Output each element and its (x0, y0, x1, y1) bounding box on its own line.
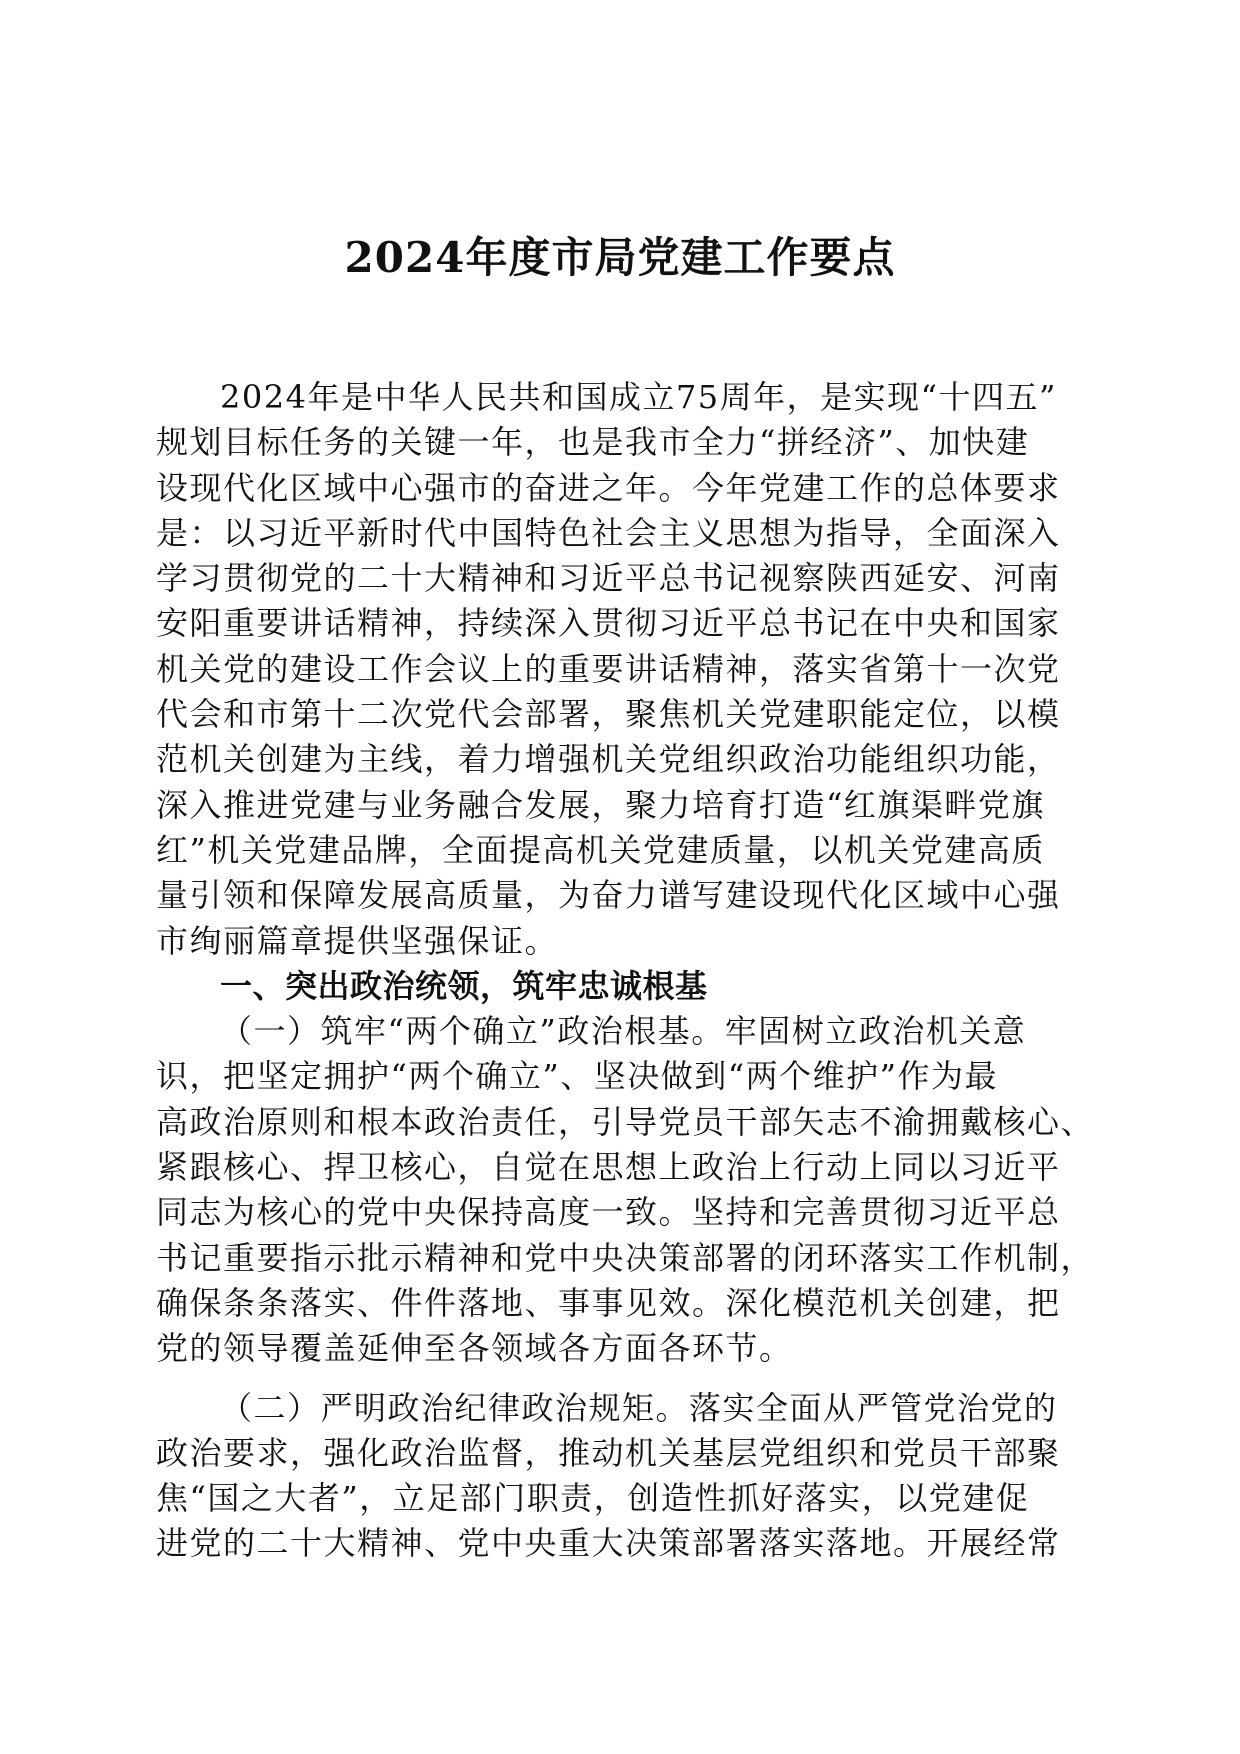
text-line: 设现代化区域中心强市的奋进之年。今年党建工作的总体要求 (156, 468, 1061, 507)
intro-paragraph (156, 375, 1096, 964)
text-line: 量引领和保障发展高质量，为奋力谱写建设现代化区域中心强 (156, 876, 1061, 915)
text-line: 紧跟核心、捍卫核心，自觉在思想上政治上行动上同以习近平 (156, 1148, 1061, 1187)
item-paragraph-2 (156, 1386, 1096, 1567)
text-line: 市绚丽篇章提供坚强保证。 (156, 921, 559, 960)
text-line: 识，把坚定拥护“两个确立”、坚决做到“两个维护”作为最 (156, 1057, 998, 1096)
text-line: 政治要求，强化政治监督，推动机关基层党组织和党员干部聚 (156, 1433, 1061, 1472)
document-title: 2024年度市局党建工作要点 (344, 233, 896, 282)
text-line: 深入推进党建与业务融合发展，聚力培育打造“红旗渠畔党旗 (156, 785, 1045, 824)
text-line: （二）严明政治纪律政治规矩。落实全面从严管党治党的 (220, 1388, 1058, 1427)
section-heading: 一、突出政治统领，筑牢忠诚根基 (220, 966, 708, 1005)
text-line: 焦“国之大者”，立足部门职责，创造性抓好落实，以党建促 (156, 1479, 1030, 1518)
document-body (156, 375, 1096, 1567)
text-line: 高政治原则和根本政治责任，引导党员干部矢志不渝拥戴核心、 (156, 1102, 1095, 1141)
text-line: 代会和市第十二次党代会部署，聚焦机关党建职能定位，以模 (156, 695, 1061, 734)
item-paragraph-1 (156, 1009, 1096, 1371)
text-line: 是：以习近平新时代中国特色社会主义思想为指导，全面深入 (156, 513, 1061, 552)
text-line: 确保条条落实、件件落地、事事见效。深化模范机关创建，把 (156, 1283, 1061, 1322)
text-line: 范机关创建为主线，着力增强机关党组织政治功能组织功能， (156, 740, 1061, 779)
text-line: 同志为核心的党中央保持高度一致。坚持和完善贯彻习近平总 (156, 1193, 1061, 1232)
text-line: 2024年是中华人民共和国成立75周年，是实现“十四五” (220, 378, 1057, 416)
text-line: 机关党的建设工作会议上的重要讲话精神，落实省第十一次党 (156, 649, 1061, 688)
text-line: 红”机关党建品牌，全面提高机关党建质量，以机关党建高质 (156, 830, 1045, 869)
text-line: 进党的二十大精神、党中央重大决策部署落实落地。开展经常 (156, 1524, 1061, 1563)
paragraph-gap (156, 1372, 1096, 1386)
text-line: 安阳重要讲话精神，持续深入贯彻习近平总书记在中央和国家 (156, 604, 1061, 643)
text-line: 党的领导覆盖延伸至各领域各方面各环节。 (156, 1329, 793, 1368)
text-line: 规划目标任务的关键一年，也是我市全力“拼经济”、加快建 (156, 423, 1030, 462)
text-line: （一）筑牢“两个确立”政治根基。牢固树立政治机关意 (220, 1012, 1027, 1051)
text-line: 书记重要指示批示精神和党中央决策部署的闭环落实工作机制， (156, 1238, 1095, 1277)
text-line: 学习贯彻党的二十大精神和习近平总书记视察陕西延安、河南 (156, 559, 1061, 598)
